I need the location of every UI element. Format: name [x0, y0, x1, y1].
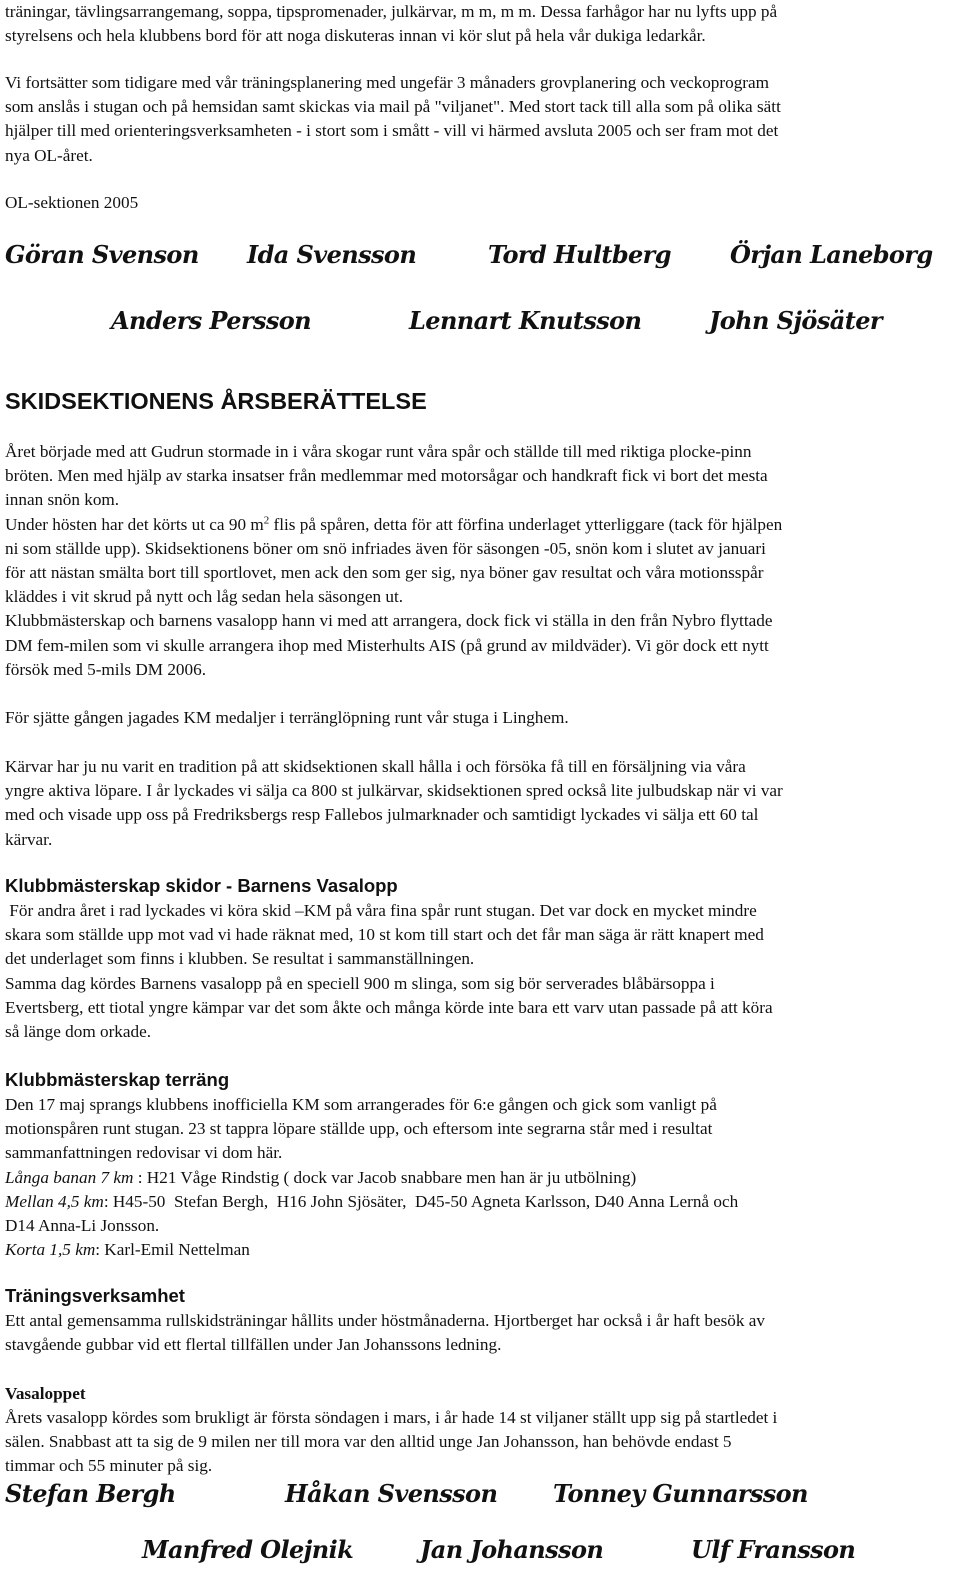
text-line [5, 513, 955, 537]
km-medals-paragraph: För sjätte gången jagades KM medaljer i terränglöpning runt vår stuga i Linghem. [5, 708, 569, 727]
superscript: 2 [263, 513, 270, 526]
text-line: Evertsberg, ett tiotal yngre kämpar var det som åkte och många körde inte bara ett varv utan passade på att köra [5, 997, 773, 1017]
signature: Jan Johansson [420, 1535, 604, 1564]
course-results: : Karl-Emil Nettelman [95, 1240, 250, 1260]
ski-km-heading: Klubbmästerskap skidor - Barnens Vasalopp [5, 875, 398, 896]
signature: John Sjösäter [709, 306, 882, 335]
text-line: så länge dom orkade. [5, 1022, 152, 1042]
signature: Tonney Gunnarsson [553, 1479, 808, 1508]
text-line: det underlaget som finns i klubben. Se resultat i sammanställningen. [5, 949, 475, 969]
text-line: motionspåren runt stugan. 23 st tappra löpare ställde upp, och eftersom inte segrarna står med i resultat [5, 1119, 713, 1139]
text-line: träningar, tävlingsarrangemang, soppa, tipspromenader, julkärvar, m m, m m. Dessa farhågor har nu lyfts upp på [5, 2, 778, 21]
ski-intro-paragraph [5, 440, 955, 682]
terrain-km-paragraph [5, 1093, 955, 1262]
text-line: styrelsens och hela klubbens bord för att noga diskuteras innan vi kör slut på hela vår dukiga ledarkår. [5, 26, 706, 46]
ol-sign-label: OL-sektionen 2005 [5, 193, 139, 212]
signature: Stefan Bergh [5, 1479, 176, 1508]
signature: Anders Persson [111, 306, 312, 335]
text-line: Ett antal gemensamma rullskidsträningar hållits under höstmånaderna. Hjortberget har också i år haft besök av [5, 1311, 765, 1330]
text-line: nya OL-året. [5, 145, 93, 165]
text-fragment: Under hösten har det körts ut ca 90 m [5, 514, 264, 534]
text-fragment: flis på spåren, detta för att förfina underlaget ytterliggare (tack för hjälpen [269, 514, 783, 534]
signature: Håkan Svensson [285, 1479, 498, 1508]
karvar-paragraph [5, 755, 955, 852]
text-line: DM fem-milen som vi skulle arrangera ihop med Misterhults AIS (på grund av mildväder). Vi gör dock ett nytt [5, 635, 769, 655]
course-label: Långa banan 7 km [5, 1167, 134, 1187]
text-line: ni som ställde upp). Skidsektionens böner om snö infriades även för säsongen -05, snön kom i slutet av januari [5, 538, 766, 558]
signature: Ida Svensson [247, 240, 417, 269]
text-line: hjälper till med orienteringsverksamheten - i stort som i smått - vill vi härmed avsluta 2005 och ser fram mot det [5, 121, 779, 141]
text-line [5, 1238, 955, 1262]
training-heading: Träningsverksamhet [5, 1285, 185, 1306]
text-line [5, 1166, 955, 1190]
text-line: yngre aktiva löpare. I år lyckades vi sälja ca 800 st julkärvar, skidsektionen spred också lite julbudskap när vi var [5, 781, 783, 801]
text-line: Klubbmästerskap och barnens vasalopp hann vi med att arrangera, dock fick vi ställa in den från Nybro flyttade [5, 611, 773, 631]
course-results: : H45-50 Stefan Bergh, H16 John Sjösäter, D45-50 Agneta Karlsson, D40 Anna Lernå och [103, 1191, 739, 1211]
signature: Ulf Fransson [691, 1535, 856, 1564]
course-label: Korta 1,5 km [5, 1240, 96, 1260]
ski-section-title: SKIDSEKTIONENS ÅRSBERÄTTELSE [5, 388, 427, 414]
text-line: För andra året i rad lyckades vi köra skid –KM på våra fina spår runt stugan. Det var dock en mycket mindre [5, 901, 757, 920]
text-line [5, 1190, 955, 1214]
vasaloppet-heading: Vasaloppet [5, 1384, 86, 1403]
text-line: innan snön kom. [5, 490, 120, 510]
text-line: bröten. Men med hjälp av starka insatser från medlemmar med motorsågar och handkraft fick vi bort det mesta [5, 466, 768, 486]
course-results: : H21 Våge Rindstig ( dock var Jacob snabbare men han är ju utbölning) [133, 1167, 637, 1187]
text-line: Vi fortsätter som tidigare med vår träningsplanering med ungefär 3 månaders grovplanering och veckoprogram [5, 73, 770, 92]
intro-paragraph [5, 0, 955, 48]
training-paragraph [5, 1309, 955, 1357]
terrain-km-heading: Klubbmästerskap terräng [5, 1069, 230, 1090]
text-line: timmar och 55 minuter på sig. [5, 1456, 213, 1476]
signature: Göran Svenson [5, 240, 199, 269]
signature: Örjan Laneborg [730, 240, 933, 269]
text-line: Kärvar har ju nu varit en tradition på att skidsektionen skall hålla i och försöka få till en försäljning via våra [5, 757, 746, 776]
text-line: kläddes i vit skrud på nytt och låg sedan hela säsongen ut. [5, 587, 404, 607]
text-line: Årets vasalopp kördes som brukligt är första söndagen i mars, i år hade 14 st viljaner ställt upp sig på startledet i [5, 1408, 778, 1427]
text-line: Året började med att Gudrun stormade in i våra skogar runt våra spår och ställde till med riktiga plocke-pinn [5, 442, 752, 461]
text-line: sälen. Snabbast att ta sig de 9 milen ner till mora var den alltid unge Jan Johansson, han behövde endast 5 [5, 1432, 732, 1452]
text-line: med och visade upp oss på Fredriksbergs resp Fallebos julmarknader och samtidigt lyckades vi sälja ett 60 tal [5, 805, 759, 825]
ski-km-paragraph [5, 899, 955, 1044]
course-label: Mellan 4,5 km [5, 1191, 104, 1211]
text-line: för att nästan smälta bort till sportlovet, men ack den som ger sig, nya böner gav resultat och våra motionsspår [5, 563, 764, 583]
text-line: Samma dag kördes Barnens vasalopp på en speciell 900 m slinga, som sig bör serverades blåbärsoppa i [5, 973, 715, 993]
signature: Tord Hultberg [488, 240, 671, 269]
text-line: skara som ställde upp mot vad vi hade räknat med, 10 st kom till start och det får man säga är rätt knapert med [5, 925, 764, 945]
signature: Manfred Olejnik [142, 1535, 354, 1564]
text-line: Den 17 maj sprangs klubbens inofficiella KM som arrangerades för 6:e gången och gick som vanligt på [5, 1095, 717, 1114]
text-line: försök med 5-mils DM 2006. [5, 659, 206, 679]
text-line: D14 Anna-Li Jonsson. [5, 1216, 160, 1236]
signature: Lennart Knutsson [409, 306, 642, 335]
text-line: som anslås i stugan och på hemsidan samt skickas via mail på "viljanet". Med stort tack till alla som på olika sätt [5, 97, 781, 117]
vasaloppet-paragraph [5, 1406, 955, 1479]
planning-paragraph [5, 71, 955, 168]
text-line: kärvar. [5, 829, 53, 849]
text-line: stavgående gubbar vid ett flertal tillfällen under Jan Johanssons ledning. [5, 1335, 502, 1355]
text-line: sammanfattningen redovisar vi dom här. [5, 1143, 283, 1163]
